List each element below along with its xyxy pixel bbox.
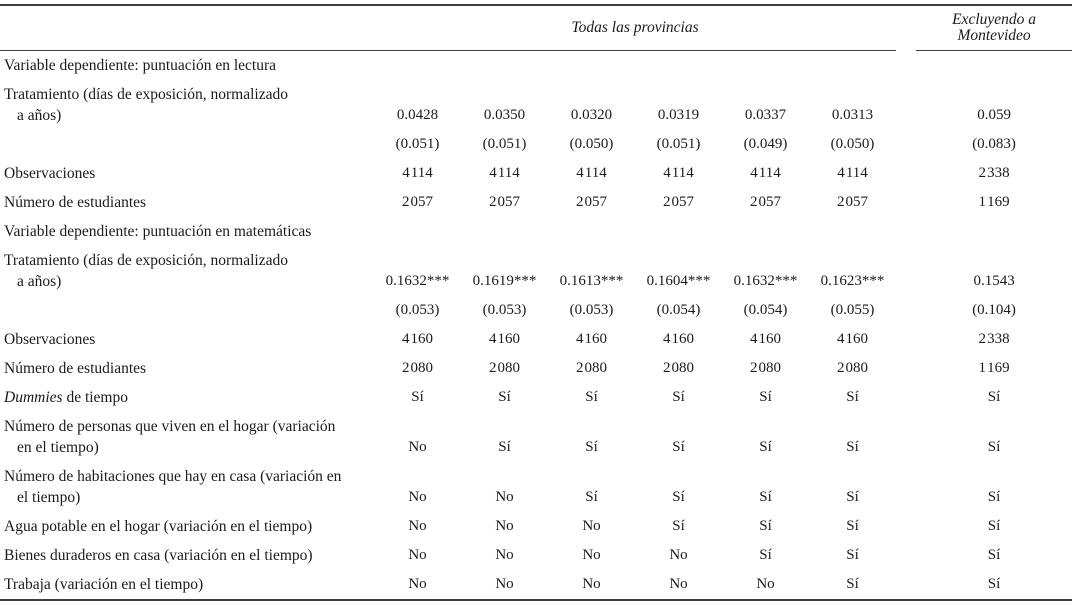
row-label: Tratamiento (días de exposición, normalizado a años) [4,86,288,124]
cell-value: 2 080 [575,360,608,376]
cell-value: (0.055) [830,302,875,318]
cell-value: No [408,489,427,505]
cell-value: 0.1619*** [472,273,537,289]
cell-value: 0.1623*** [820,273,885,289]
row-label: Bienes duraderos en casa (variación en el tiempo) [4,547,313,564]
cell-value: Sí [846,439,859,455]
cell-value: 2 057 [488,194,521,210]
cell-value: No [495,576,514,592]
cell-value: (0.054) [743,302,788,318]
column-spacer [896,296,916,325]
cell-value: Sí [987,518,1001,534]
cell-value: No [495,518,514,534]
row-label [0,130,374,159]
cell-value: (0.051) [395,136,440,152]
cell-value: 0.0428 [396,107,439,123]
cell-value: Sí [987,439,1001,455]
cell-value: 2 057 [401,194,434,210]
cell-value: 2 057 [837,194,869,210]
cell-value: 0.0320 [570,107,613,123]
cell-value: No [582,547,601,563]
group-header-excluyendo-montevideo [916,5,1072,51]
cell-value: Sí [846,389,859,405]
cell-value: (0.051) [482,136,527,152]
excl-header-line2: Montevideo [957,27,1031,44]
cell-value: Sí [672,439,685,455]
cell-value: No [669,576,688,592]
cell-value: Sí [672,518,685,534]
cell-value: 4 160 [401,331,434,347]
table-row [0,130,1072,159]
cell-value: 2 080 [401,360,434,376]
cell-value: Sí [846,518,859,534]
cell-value: 4 114 [750,165,781,181]
cell-value: 4 160 [575,331,608,347]
section-label: Variable dependiente: puntuación en lectura [4,57,276,74]
cell-value: (0.104) [972,302,1016,318]
header-stub [0,5,374,51]
column-spacer [896,325,916,354]
cell-value: 0.1543 [973,273,1015,289]
cell-value: (0.054) [656,302,701,318]
cell-value: Sí [987,547,1001,563]
row-label: Número de estudiantes [4,360,147,377]
row-label: Número de habitaciones que hay en casa (variación en el tiempo) [4,468,342,506]
cell-value: 1 169 [978,194,1010,210]
table-row [0,325,1072,354]
cell-value: (0.049) [743,136,788,152]
table-row [0,159,1072,188]
cell-value: Sí [498,439,511,455]
column-spacer [896,80,916,130]
cell-value: No [582,576,601,592]
cell-value: No [408,518,427,534]
cell-value: 2 057 [662,194,695,210]
cell-value: Sí [759,518,772,534]
cell-value: 0.0337 [744,107,787,123]
cell-value: 0.1613*** [559,273,624,289]
cell-value: Sí [846,547,859,563]
table-row [0,296,1072,325]
cell-value: Sí [759,489,772,505]
column-spacer [896,541,916,570]
section-row [0,51,1072,81]
cell-value: (0.050) [569,136,614,152]
cell-value: Sí [846,489,859,505]
table-row [0,383,1072,412]
table-row [0,246,1072,296]
cell-value: No [408,439,427,455]
cell-value: 4 160 [749,331,782,347]
cell-value: 2 080 [488,360,521,376]
cell-value: 2 057 [575,194,608,210]
cell-value: No [582,518,601,534]
cell-value: Sí [987,389,1001,405]
excl-header-line1: Excluyendo a [952,11,1037,28]
cell-value: Sí [498,389,511,405]
section-label: Variable dependiente: puntuación en matemáticas [4,223,312,240]
row-label [0,296,374,325]
cell-value: (0.053) [395,302,440,318]
cell-value: 2 080 [837,360,869,376]
row-label: Agua potable en el hogar (variación en el tiempo) [4,518,313,535]
cell-value: 4 114 [663,165,694,181]
cell-value: No [756,576,775,592]
cell-value: No [669,547,688,563]
column-spacer [896,159,916,188]
cell-value: Sí [759,439,772,455]
cell-value: (0.053) [482,302,527,318]
cell-value: Sí [846,576,859,592]
cell-value: Sí [672,389,685,405]
row-label: Número de estudiantes [4,194,147,211]
cell-value: 0.1632*** [733,273,798,289]
column-spacer [896,570,916,600]
cell-value: Sí [411,389,424,405]
row-label: Observaciones [4,165,96,182]
cell-value: 0.0313 [831,107,874,123]
cell-value: Sí [759,547,772,563]
section-row [0,217,1072,246]
cell-value: Sí [672,489,685,505]
cell-value: 0.0350 [483,107,526,123]
cell-value: 0.0319 [657,107,700,123]
cell-value: (0.051) [656,136,701,152]
table-row [0,80,1072,130]
cell-value: 0.1632*** [385,273,450,289]
cell-value: 4 114 [402,165,433,181]
row-label: Observaciones [4,331,96,348]
cell-value: Sí [759,389,772,405]
column-spacer [896,462,916,512]
cell-value: 2 338 [978,165,1010,181]
column-spacer [896,188,916,217]
table-row [0,412,1072,462]
table-row [0,188,1072,217]
cell-value: No [408,576,427,592]
table-row [0,512,1072,541]
column-spacer [896,5,916,51]
column-spacer [896,354,916,383]
cell-value: 2 080 [749,360,782,376]
row-label: Trabaja (variación en el tiempo) [4,576,204,593]
column-spacer [896,512,916,541]
cell-value: Sí [987,489,1001,505]
row-label: Número de personas que viven en el hogar (variación en el tiempo) [4,418,336,456]
cell-value: 2 057 [749,194,782,210]
cell-value: 4 160 [837,331,869,347]
column-spacer [896,383,916,412]
cell-value: Sí [585,389,598,405]
table-row [0,354,1072,383]
cell-value: 4 114 [489,165,520,181]
cell-value: Sí [987,576,1001,592]
cell-value: 1 169 [978,360,1010,376]
cell-value: 2 338 [978,331,1010,347]
regression-table [0,4,1072,601]
cell-value: No [495,489,514,505]
cell-value: 4 114 [837,165,868,181]
cell-value: Sí [585,439,598,455]
cell-value: (0.050) [830,136,875,152]
cell-value: 4 114 [576,165,607,181]
group-header-todas-las-provincias: Todas las provincias [374,5,896,51]
row-label: Tratamiento (días de exposición, normalizado a años) [4,252,288,290]
cell-value: No [408,547,427,563]
column-spacer [896,412,916,462]
column-spacer [896,130,916,159]
results-table-body [0,51,1072,601]
cell-value: 0.1604*** [646,273,711,289]
cell-value: No [495,547,514,563]
cell-value: 4 160 [488,331,521,347]
cell-value: 0.059 [977,107,1011,123]
cell-value: (0.083) [972,136,1016,152]
row-label: Dummies de tiempo [4,389,128,406]
cell-value: 2 080 [662,360,695,376]
table-row [0,570,1072,600]
table-row [0,462,1072,512]
cell-value: (0.053) [569,302,614,318]
cell-value: Sí [585,489,598,505]
header-row [0,5,1072,51]
cell-value: 4 160 [662,331,695,347]
table-row [0,541,1072,570]
column-spacer [896,246,916,296]
